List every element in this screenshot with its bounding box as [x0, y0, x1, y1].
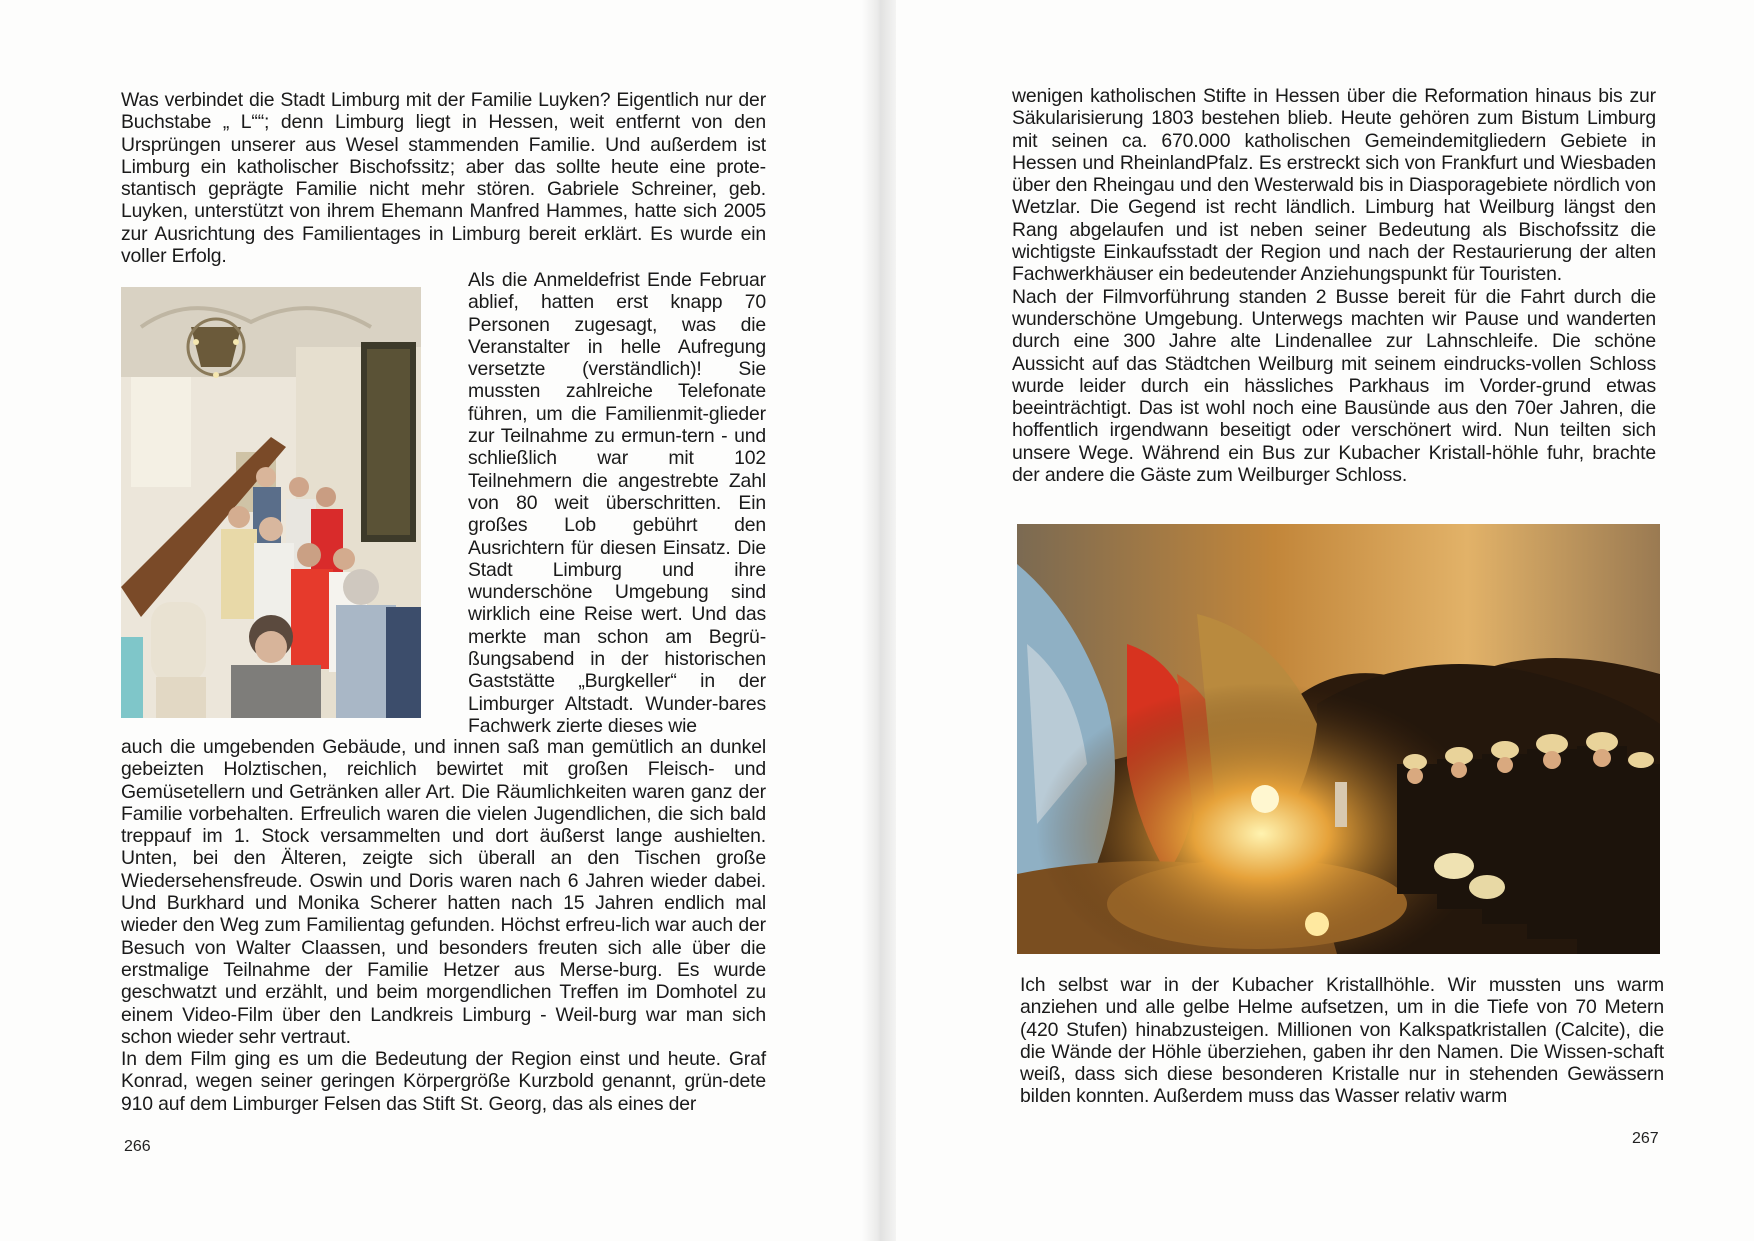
left-side-column: [468, 269, 766, 737]
left-intro-paragraph: [121, 89, 766, 267]
book-gutter: [862, 0, 896, 1241]
left-body-paragraph-2: In dem Film ging es um die Bedeutung der Region einst und heute. Graf Konrad, wegen seiner geringen Körpergröße Kurzbold genannt, grün-dete 910 auf dem Limburger Felsen das Stift St. Georg, das als eines der: [121, 1048, 766, 1115]
right-bottom-text: [1020, 974, 1664, 1108]
right-paragraph-2: Nach der Filmvorführung standen 2 Busse bereit für die Fahrt durch die wunderschöne Umgebung. Unterwegs machten wir Pause und wanderten durch eine 300 Jahre alte Lindenallee zur Lahnschleife. Die schöne Aussicht auf das Städtchen Weilburg mit seinem eindrucks-vollen Schloss wurde leider durch ein hässliches Parkhaus im Vorder-grund etwas beeinträchtigt. Das ist wohl noch eine Bausünde aus den 70er Jahren, die hoffentlich irgendwann beseitigt oder verschönert wird. Nun teilten sich unsere Wege. Während ein Bus zur Kubacher Kristall-höhle fuhr, brachte der andere die Gäste zum Weilburger Schloss.: [1012, 285, 1656, 487]
page-number-right: 267: [1632, 1130, 1659, 1147]
left-side-text: Als die Anmeldefrist Ende Februar ablief, hatten erst knapp 70 Personen zugesagt, was die Veranstalter in helle Aufregung versetzte (verständlich)! Sie mussten zahlreiche Telefonate führen, um die Familienmit-glieder zur Teilnahme zu ermun-tern - und schließlich war mit 102 Teilnehmern die angestrebte Zahl von 80 weit überschritten. Ein großes Lob gebührt den Ausrichtern für diesen Einsatz. Die Stadt Limburg und ihre wunderschöne Umgebung sind wirklich eine Reise wert. Und das merkte man schon am Begrü-ßungsabend in der historischen Gaststätte „Burgkeller“ in der Limburger Altstadt. Wunder-bares Fachwerk zierte dieses wie: [468, 269, 766, 737]
right-top-text: [1012, 85, 1656, 486]
left-body-paragraph-1: auch die umgebenden Gebäude, und innen saß man gemütlich an dunkel gebeizten Holztischen, reichlich bewirtet mit großen Fleisch- und Gemüsetellern und Getränken aller Art. Die Räumlichkeiten waren ganz der Familie vorbehalten. Erfreulich waren die vielen Jugendlichen, die sich bald treppauf im 1. Stock versammelten und dort äußerst lange aushielten. Unten, bei den Älteren, zeigte sich überall an den Tischen große Wiedersehensfreude. Oswin und Doris waren nach 6 Jahren wieder dabei. Und Burkhard und Monika Scherer hatten nach 15 Jahren endlich mal wieder den Weg zum Familientag gefunden. Höchst erfreu-lich war auch der Besuch von Walter Claassen, und besonders freuten sich alle über die erstmalige Teilnahme der Familie Hetzer aus Merse-burg. Es wurde geschwatzt und erzählt, und beim morgendlichen Treffen im Domhotel zu einem Video-Film über den Landkreis Limburg - Weil-burg war man sich schon wieder sehr vertraut.: [121, 736, 766, 1048]
left-main-body: [121, 736, 766, 1115]
right-paragraph-3: Ich selbst war in der Kubacher Kristallhöhle. Wir mussten uns warm anziehen und alle gelbe Helme aufsetzen, um in die Tiefe von 70 Metern (420 Stufen) hinabzusteigen. Millionen von Kalkspatkristallen (Calcite), die die Wände der Höhle überziehen, gaben ihr den Namen. Die Wissen-schaft weiß, dass sich diese besonderen Kristalle nur in stehenden Gewässern bilden konnten. Außerdem muss das Wasser relativ warm: [1020, 974, 1664, 1108]
staircase-group-photo: [121, 287, 421, 718]
crystal-cave-photo: [1017, 524, 1660, 954]
page-number-left: 266: [124, 1138, 151, 1155]
right-paragraph-1: wenigen katholischen Stifte in Hessen über die Reformation hinaus bis zur Säkularisierung 1803 bestehen blieb. Heute gehören zum Bistum Limburg mit seinen ca. 670.000 katholischen Gemeindemitgliedern Gebiete in Hessen und RheinlandPfalz. Es erstreckt sich von Frankfurt und Wiesbaden über den Rheingau und den Westerwald bis in Diasporagebiete nördlich von Wetzlar. Die Gegend ist recht ländlich. Limburg hat Weilburg längst den Rang abgelaufen und ist neben seiner Bedeutung als Bischofssitz die wichtigste Einkaufsstadt der Region und nach der Restaurierung der alten Fachwerkhäuser ein bedeutender Anziehungspunkt für Touristen.: [1012, 85, 1656, 286]
left-intro-text: Was verbindet die Stadt Limburg mit der Familie Luyken? Eigentlich nur der Buchstabe „ L““; denn Limburg liegt in Hessen, weit entfernt von den Ursprüngen unserer aus Wesel stammenden Familie. Und außerdem ist Limburg ein katholischer Bischofssitz; aber das sollte heute eine prote-stantisch geprägte Familie nicht mehr stören. Gabriele Schreiner, geb. Luyken, unterstützt von ihrem Ehemann Manfred Hammes, hatte sich 2005 zur Ausrichtung des Familientages in Limburg bereit erklärt. Es wurde ein voller Erfolg.: [121, 89, 766, 268]
